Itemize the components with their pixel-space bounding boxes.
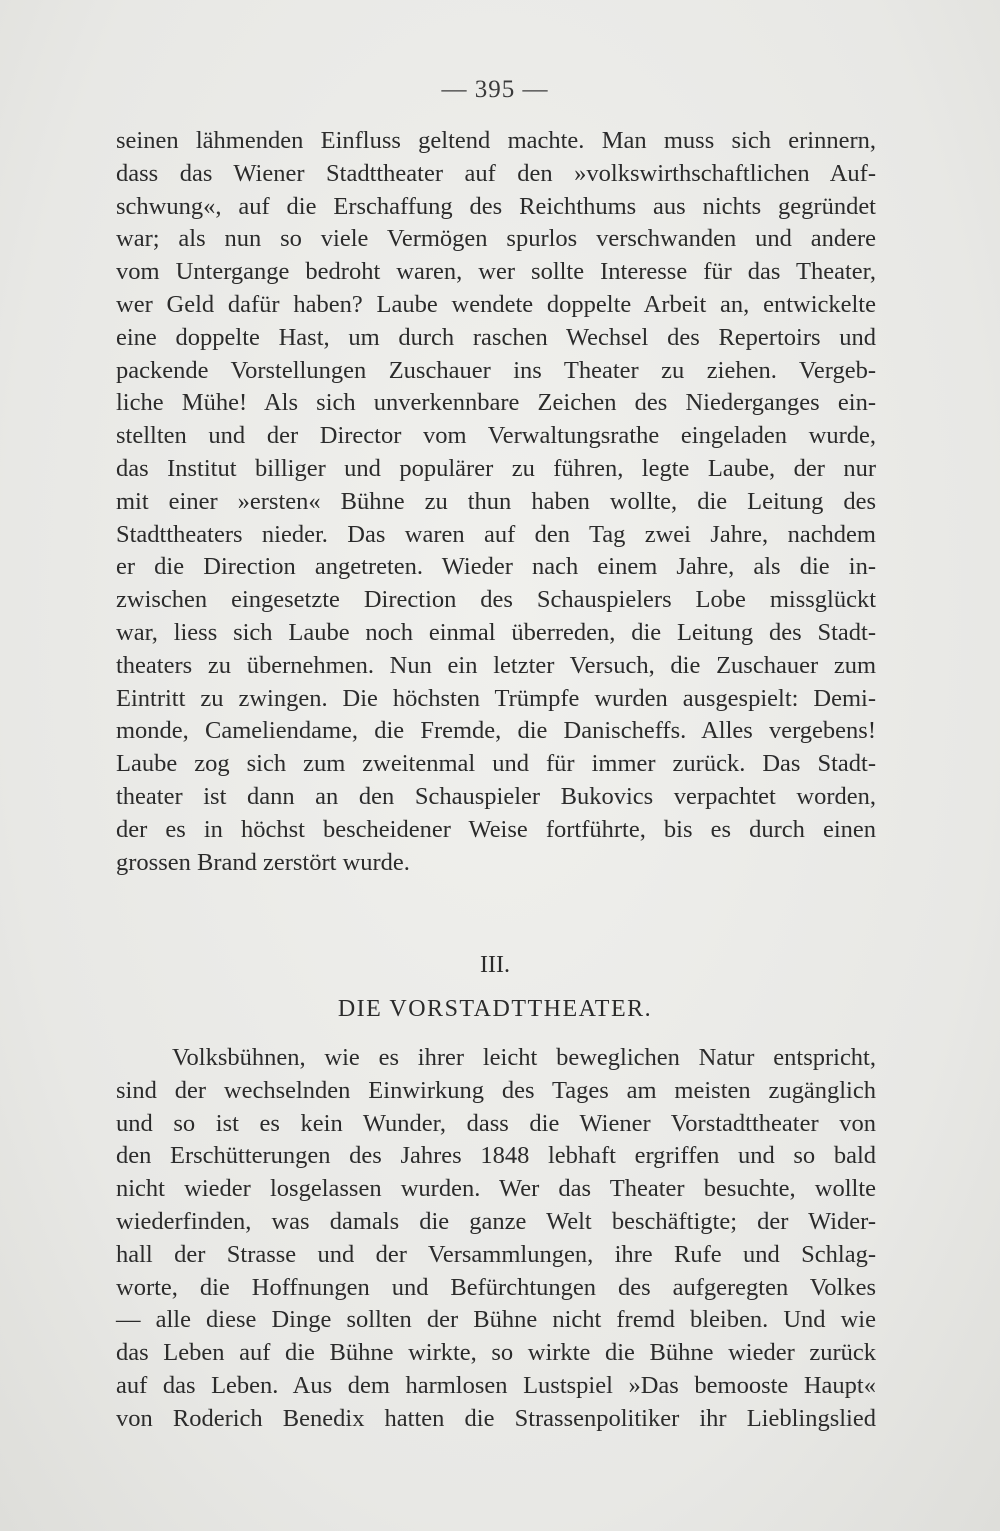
text-line: — alle diese Dinge sollten der Bühne nicht fremd bleiben. Und wie [116, 1306, 876, 1334]
text-line: er die Direction angetreten. Wieder nach einem Jahre, als die in- [116, 553, 876, 581]
text-line: vom Untergange bedroht waren, wer sollte Interesse für das Theater, [116, 258, 876, 286]
text-line: auf das Leben. Aus dem harmlosen Lustspiel »Das bemooste Haupt« [116, 1372, 876, 1399]
text-line: dass das Wiener Stadttheater auf den »volkswirthschaftlichen Auf- [116, 159, 876, 187]
text-line: nicht wieder losgelassen wurden. Wer das Theater besuchte, wollte [116, 1175, 876, 1203]
text-line: mit einer »ersten« Bühne zu thun haben wollte, die Leitung des [116, 487, 876, 515]
text-line: worte, die Hoffnungen und Befürchtungen des aufgeregten Volkes [116, 1273, 876, 1301]
text-line: den Erschütterungen des Jahres 1848 lebhaft ergriffen und so bald [116, 1142, 876, 1170]
text-line: Laube zog sich zum zweitenmal und für immer zurück. Das Stadt- [116, 750, 876, 778]
text-line: sind der wechselnden Einwirkung des Tages am meisten zugänglich [116, 1076, 876, 1104]
text-line: grossen Brand zerstört wurde. [116, 848, 410, 876]
text-line: das Leben auf die Bühne wirkte, so wirkte die Bühne wieder zurück [116, 1339, 876, 1367]
text-line: stellten und der Director vom Verwaltungsrathe eingeladen wurde, [116, 422, 876, 450]
text-line: und so ist es kein Wunder, dass die Wiener Vorstadttheater von [116, 1109, 876, 1137]
text-line: zwischen eingesetzte Direction des Schauspielers Lobe missglückt [116, 586, 876, 614]
text-line: von Roderich Benedix hatten die Strassenpolitiker ihr Lieblingslied [116, 1404, 876, 1432]
text-line: eine doppelte Hast, um durch raschen Wechsel des Repertoirs und [116, 323, 876, 351]
text-line: liche Mühe! Als sich unverkennbare Zeichen des Niederganges ein- [116, 389, 876, 417]
text-line: theaters zu übernehmen. Nun ein letzter Versuch, die Zuschauer zum [116, 651, 876, 679]
section-title: DIE VORSTADTTHEATER. [337, 996, 653, 1022]
text-line: wiederfinden, was damals die ganze Welt beschäftigte; der Wider- [116, 1208, 876, 1235]
text-line: war, liess sich Laube noch einmal überreden, die Leitung des Stadt- [116, 619, 876, 646]
text-line: Stadttheaters nieder. Das waren auf den Tag zwei Jahre, nachdem [116, 520, 876, 548]
page-number: — 395 — [441, 76, 549, 103]
text-line: seinen lähmenden Einfluss geltend machte. Man muss sich erinnern, [116, 127, 876, 154]
text-line: das Institut billiger und populärer zu führen, legte Laube, der nur [116, 455, 876, 482]
text-line: der es in höchst bescheidener Weise fortführte, bis es durch einen [116, 815, 876, 843]
text-line: monde, Cameliendame, die Fremde, die Danischeffs. Alles vergebens! [116, 717, 876, 745]
text-line: Eintritt zu zwingen. Die höchsten Trümpfe wurden ausgespielt: Demi- [116, 684, 876, 712]
text-line: hall der Strasse und der Versammlungen, ihre Rufe und Schlag- [116, 1240, 876, 1268]
section-numeral: III. [480, 952, 510, 978]
text-line: wer Geld dafür haben? Laube wendete doppelte Arbeit an, entwickelte [116, 291, 876, 318]
text-line: schwung«, auf die Erschaffung des Reichthums aus nichts gegründet [116, 192, 876, 220]
text-line: packende Vorstellungen Zuschauer ins Theater zu ziehen. Vergeb- [116, 356, 876, 384]
text-line: Volksbühnen, wie es ihrer leicht beweglichen Natur entspricht, [172, 1044, 876, 1071]
text-line: war; als nun so viele Vermögen spurlos verschwanden und andere [116, 225, 876, 253]
text-line: theater ist dann an den Schauspieler Bukovics verpachtet worden, [116, 783, 876, 810]
